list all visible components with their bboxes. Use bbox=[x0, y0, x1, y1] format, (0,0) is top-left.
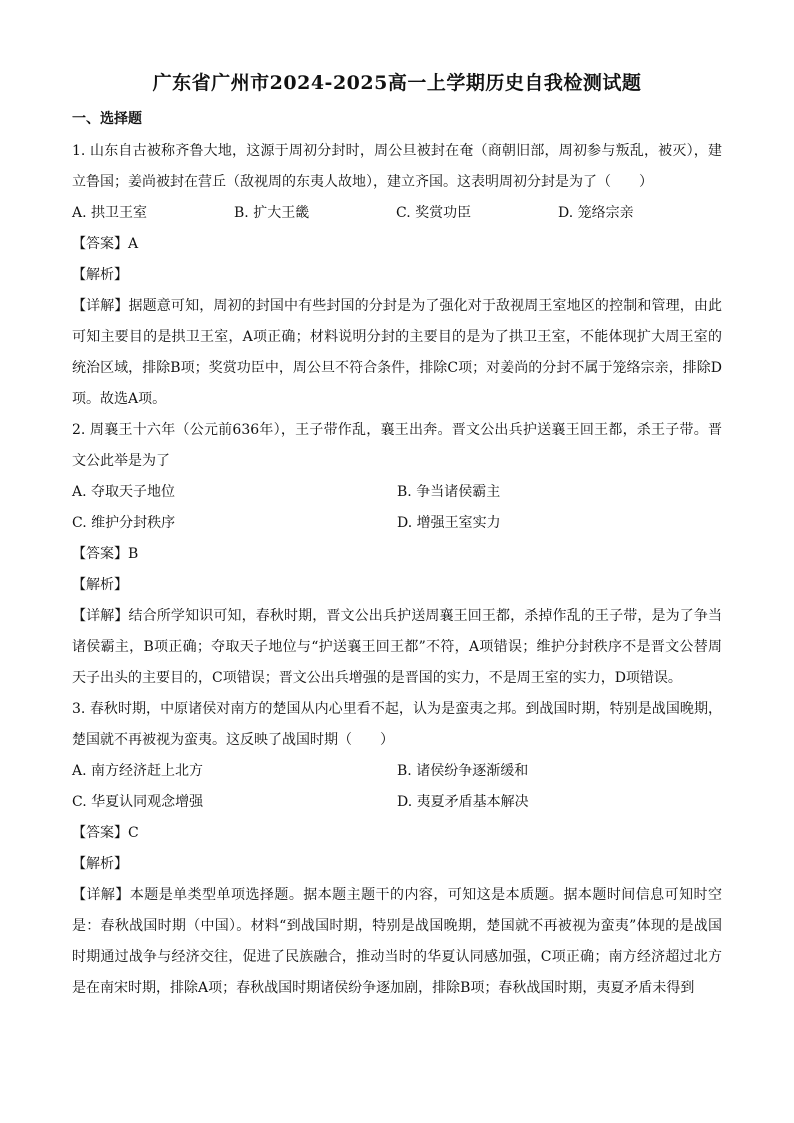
analysis-label: 【解析】 bbox=[72, 856, 128, 872]
analysis-label: 【解析】 bbox=[72, 267, 128, 283]
option-c: C. 奖赏功臣 bbox=[396, 205, 472, 221]
question-stem: 3. 春秋时期，中原诸侯对南方的楚国从内心里看不起，认为是蛮夷之邦。到战国时期，特别是战国晚期，楚国就不再被视为蛮夷。这反映了战国时期（ ） bbox=[72, 701, 722, 748]
question-1 bbox=[72, 136, 722, 415]
options-row bbox=[72, 198, 722, 229]
question-stem: 1. 山东自古被称齐鲁大地，这源于周初分封时，周公旦被封在奄（商朝旧部，周初参与叛乱，被灭），建立鲁国；姜尚被封在营丘（敌视周的东夷人故地），建立齐国。这表明周初分封是为了（ ） bbox=[72, 143, 722, 190]
answer-label: 【答案】B bbox=[72, 546, 139, 562]
option-d: D. 增强王室实力 bbox=[397, 515, 501, 531]
option-b: B. 诸侯纷争逐渐缓和 bbox=[397, 763, 529, 779]
detail-text: 【详解】据题意可知，周初的封国中有些封国的分封是为了强化对于敌视周王室地区的控制和管理，由此可知主要目的是拱卫王室，A项正确；材料说明分封的主要目的是为了拱卫王室，不能体现扩大周王室的统治区域，排除B项；奖赏功臣中，周公旦不符合条件，排除C项；对姜尚的分封不属于笼络宗亲，排除D项。故选A项。 bbox=[72, 298, 722, 407]
option-a: A. 夺取天子地位 bbox=[72, 484, 176, 500]
question-stem: 2. 周襄王十六年（公元前636年），王子带作乱，襄王出奔。晋文公出兵护送襄王回王都，杀王子带。晋文公此举是为了 bbox=[72, 422, 722, 469]
option-b: B. 争当诸侯霸主 bbox=[397, 484, 501, 500]
question-3 bbox=[72, 694, 722, 1004]
answer-label: 【答案】A bbox=[72, 236, 139, 252]
questions-body bbox=[72, 136, 722, 1004]
option-a: A. 拱卫王室 bbox=[72, 205, 148, 221]
question-2 bbox=[72, 415, 722, 694]
option-d: D. 夷夏矛盾基本解决 bbox=[397, 794, 529, 810]
option-b: B. 扩大王畿 bbox=[234, 205, 310, 221]
analysis-label: 【解析】 bbox=[72, 577, 128, 593]
option-a: A. 南方经济赶上北方 bbox=[72, 763, 204, 779]
option-c: C. 维护分封秩序 bbox=[72, 515, 176, 531]
options-row bbox=[72, 756, 722, 818]
options-row bbox=[72, 477, 722, 539]
option-d: D. 笼络宗亲 bbox=[558, 205, 634, 221]
page-title: 广东省广州市2024-2025高一上学期历史自我检测试题 bbox=[152, 72, 642, 94]
answer-label: 【答案】C bbox=[72, 825, 139, 841]
section-heading: 一、选择题 bbox=[72, 111, 142, 127]
detail-text: 【详解】结合所学知识可知，春秋时期，晋文公出兵护送周襄王回王都，杀掉作乱的王子带，是为了争当诸侯霸主，B项正确；夺取天子地位与“护送襄王回王都”不符，A项错误；维护分封秩序不是晋文公替周天子出头的主要目的，C项错误；晋文公出兵增强的是晋国的实力，不是周王室的实力，D项错误。 bbox=[72, 608, 722, 686]
detail-text: 【详解】本题是单类型单项选择题。据本题主题干的内容，可知这是本质题。据本题时间信息可知时空是：春秋战国时期（中国）。材料“到战国时期，特别是战国晚期，楚国就不再被视为蛮夷”体现的是战国时期通过战争与经济交往，促进了民族融合，推动当时的华夏认同感加强，C项正确；南方经济超过北方是在南宋时期，排除A项；春秋战国时期诸侯纷争逐加剧，排除B项；春秋战国时期，夷夏矛盾未得到 bbox=[72, 887, 722, 996]
option-c: C. 华夏认同观念增强 bbox=[72, 794, 204, 810]
